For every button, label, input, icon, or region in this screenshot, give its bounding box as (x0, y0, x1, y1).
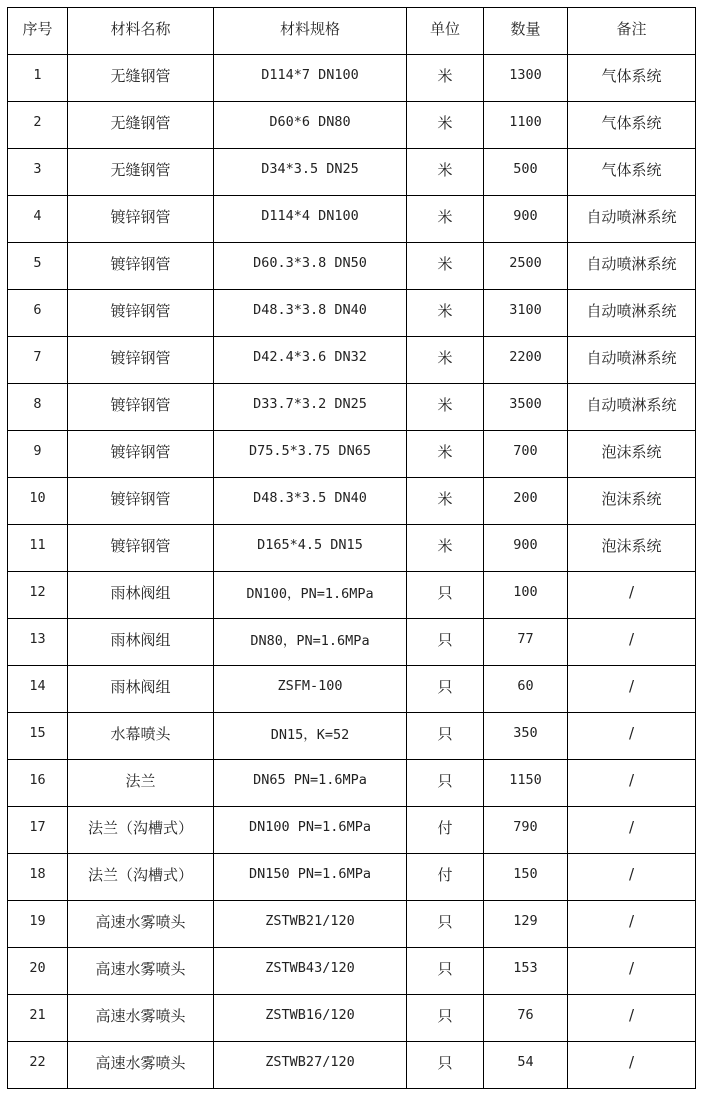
table-row (8, 901, 696, 948)
table-row (8, 666, 696, 713)
table-row (8, 713, 696, 760)
table-row (8, 290, 696, 337)
cell-material-spec: D165*4.5 DN15 (214, 525, 407, 572)
cell-remarks: 气体系统 (568, 102, 696, 149)
cell-quantity: 54 (484, 1042, 568, 1089)
cell-quantity: 153 (484, 948, 568, 995)
cell-index: 22 (8, 1042, 68, 1089)
cell-remarks: / (568, 995, 696, 1042)
cell-material-name: 雨林阀组 (68, 666, 214, 713)
cell-quantity: 100 (484, 572, 568, 619)
header-row (8, 8, 696, 55)
cell-material-name: 无缝钢管 (68, 55, 214, 102)
cell-remarks: / (568, 666, 696, 713)
cell-quantity: 790 (484, 807, 568, 854)
cell-material-name: 高速水雾喷头 (68, 995, 214, 1042)
cell-unit: 米 (407, 55, 484, 102)
cell-unit: 米 (407, 384, 484, 431)
cell-material-name: 镀锌钢管 (68, 337, 214, 384)
cell-quantity: 76 (484, 995, 568, 1042)
table-row (8, 995, 696, 1042)
cell-quantity: 500 (484, 149, 568, 196)
cell-index: 19 (8, 901, 68, 948)
cell-material-name: 高速水雾喷头 (68, 948, 214, 995)
cell-index: 21 (8, 995, 68, 1042)
table-row (8, 948, 696, 995)
table-row (8, 807, 696, 854)
cell-material-spec: ZSTWB27/120 (214, 1042, 407, 1089)
cell-index: 6 (8, 290, 68, 337)
cell-material-spec: D33.7*3.2 DN25 (214, 384, 407, 431)
cell-unit: 只 (407, 713, 484, 760)
cell-quantity: 1100 (484, 102, 568, 149)
cell-quantity: 3100 (484, 290, 568, 337)
cell-material-spec: D48.3*3.5 DN40 (214, 478, 407, 525)
cell-material-name: 高速水雾喷头 (68, 1042, 214, 1089)
cell-material-spec: ZSTWB43/120 (214, 948, 407, 995)
cell-unit: 只 (407, 760, 484, 807)
cell-quantity: 3500 (484, 384, 568, 431)
cell-material-name: 雨林阀组 (68, 619, 214, 666)
cell-unit: 米 (407, 243, 484, 290)
cell-quantity: 1300 (484, 55, 568, 102)
cell-unit: 付 (407, 854, 484, 901)
cell-remarks: / (568, 713, 696, 760)
table-row (8, 525, 696, 572)
cell-index: 11 (8, 525, 68, 572)
table-row (8, 1042, 696, 1089)
cell-unit: 只 (407, 995, 484, 1042)
cell-index: 1 (8, 55, 68, 102)
cell-remarks: / (568, 1042, 696, 1089)
header-quantity: 数量 (484, 8, 568, 55)
cell-material-spec: D114*4 DN100 (214, 196, 407, 243)
materials-table (7, 7, 696, 1089)
cell-quantity: 700 (484, 431, 568, 478)
cell-material-name: 镀锌钢管 (68, 431, 214, 478)
cell-remarks: 自动喷淋系统 (568, 384, 696, 431)
table-row (8, 149, 696, 196)
cell-unit: 米 (407, 525, 484, 572)
cell-quantity: 150 (484, 854, 568, 901)
cell-unit: 只 (407, 666, 484, 713)
cell-remarks: / (568, 948, 696, 995)
cell-remarks: 泡沫系统 (568, 478, 696, 525)
table-row (8, 196, 696, 243)
cell-remarks: / (568, 807, 696, 854)
cell-material-name: 法兰（沟槽式） (68, 807, 214, 854)
cell-material-spec: ZSTWB21/120 (214, 901, 407, 948)
cell-unit: 米 (407, 478, 484, 525)
cell-remarks: 泡沫系统 (568, 525, 696, 572)
cell-remarks: 泡沫系统 (568, 431, 696, 478)
cell-material-name: 镀锌钢管 (68, 525, 214, 572)
cell-remarks: 自动喷淋系统 (568, 337, 696, 384)
table-row (8, 337, 696, 384)
cell-unit: 只 (407, 948, 484, 995)
cell-unit: 米 (407, 337, 484, 384)
cell-material-spec: DN100，PN=1.6MPa (214, 572, 407, 619)
cell-index: 2 (8, 102, 68, 149)
cell-remarks: / (568, 760, 696, 807)
cell-quantity: 350 (484, 713, 568, 760)
cell-material-spec: DN80，PN=1.6MPa (214, 619, 407, 666)
header-remarks: 备注 (568, 8, 696, 55)
cell-material-spec: D48.3*3.8 DN40 (214, 290, 407, 337)
cell-quantity: 2500 (484, 243, 568, 290)
table-body (8, 55, 696, 1089)
cell-material-name: 高速水雾喷头 (68, 901, 214, 948)
cell-unit: 只 (407, 901, 484, 948)
cell-remarks: / (568, 854, 696, 901)
cell-index: 7 (8, 337, 68, 384)
cell-quantity: 60 (484, 666, 568, 713)
table-row (8, 384, 696, 431)
header-unit: 单位 (407, 8, 484, 55)
cell-remarks: / (568, 901, 696, 948)
cell-material-name: 镀锌钢管 (68, 196, 214, 243)
cell-material-spec: DN150 PN=1.6MPa (214, 854, 407, 901)
cell-remarks: 气体系统 (568, 55, 696, 102)
cell-material-name: 镀锌钢管 (68, 290, 214, 337)
cell-unit: 只 (407, 619, 484, 666)
cell-index: 12 (8, 572, 68, 619)
cell-unit: 米 (407, 102, 484, 149)
cell-quantity: 900 (484, 196, 568, 243)
cell-quantity: 900 (484, 525, 568, 572)
cell-index: 14 (8, 666, 68, 713)
cell-index: 9 (8, 431, 68, 478)
cell-index: 10 (8, 478, 68, 525)
cell-unit: 米 (407, 431, 484, 478)
cell-remarks: / (568, 572, 696, 619)
table-row (8, 102, 696, 149)
cell-material-name: 法兰（沟槽式） (68, 854, 214, 901)
cell-material-spec: DN100 PN=1.6MPa (214, 807, 407, 854)
table-row (8, 572, 696, 619)
cell-material-name: 法兰 (68, 760, 214, 807)
cell-material-spec: DN65 PN=1.6MPa (214, 760, 407, 807)
cell-material-name: 无缝钢管 (68, 149, 214, 196)
header-material-spec: 材料规格 (214, 8, 407, 55)
cell-material-spec: ZSTWB16/120 (214, 995, 407, 1042)
cell-index: 15 (8, 713, 68, 760)
cell-material-spec: DN15，K=52 (214, 713, 407, 760)
cell-unit: 只 (407, 572, 484, 619)
table-row (8, 243, 696, 290)
cell-material-spec: D114*7 DN100 (214, 55, 407, 102)
cell-index: 18 (8, 854, 68, 901)
cell-material-spec: D60.3*3.8 DN50 (214, 243, 407, 290)
cell-index: 4 (8, 196, 68, 243)
cell-quantity: 200 (484, 478, 568, 525)
cell-material-spec: D34*3.5 DN25 (214, 149, 407, 196)
cell-remarks: 自动喷淋系统 (568, 243, 696, 290)
cell-remarks: 气体系统 (568, 149, 696, 196)
cell-quantity: 2200 (484, 337, 568, 384)
cell-index: 17 (8, 807, 68, 854)
cell-material-name: 镀锌钢管 (68, 384, 214, 431)
cell-unit: 付 (407, 807, 484, 854)
cell-material-spec: D60*6 DN80 (214, 102, 407, 149)
cell-material-name: 镀锌钢管 (68, 478, 214, 525)
cell-material-name: 雨林阀组 (68, 572, 214, 619)
table-row (8, 760, 696, 807)
cell-unit: 米 (407, 290, 484, 337)
cell-remarks: 自动喷淋系统 (568, 196, 696, 243)
cell-material-name: 镀锌钢管 (68, 243, 214, 290)
cell-material-spec: ZSFM-100 (214, 666, 407, 713)
cell-quantity: 1150 (484, 760, 568, 807)
table-row (8, 619, 696, 666)
cell-remarks: 自动喷淋系统 (568, 290, 696, 337)
cell-material-spec: D75.5*3.75 DN65 (214, 431, 407, 478)
cell-quantity: 77 (484, 619, 568, 666)
cell-material-spec: D42.4*3.6 DN32 (214, 337, 407, 384)
cell-index: 3 (8, 149, 68, 196)
cell-index: 8 (8, 384, 68, 431)
cell-unit: 米 (407, 196, 484, 243)
cell-index: 5 (8, 243, 68, 290)
table-row (8, 55, 696, 102)
table-row (8, 431, 696, 478)
header-index: 序号 (8, 8, 68, 55)
cell-index: 16 (8, 760, 68, 807)
cell-index: 13 (8, 619, 68, 666)
header-material-name: 材料名称 (68, 8, 214, 55)
cell-index: 20 (8, 948, 68, 995)
cell-quantity: 129 (484, 901, 568, 948)
cell-unit: 米 (407, 149, 484, 196)
cell-material-name: 水幕喷头 (68, 713, 214, 760)
cell-unit: 只 (407, 1042, 484, 1089)
cell-material-name: 无缝钢管 (68, 102, 214, 149)
table-row (8, 854, 696, 901)
cell-remarks: / (568, 619, 696, 666)
table-row (8, 478, 696, 525)
